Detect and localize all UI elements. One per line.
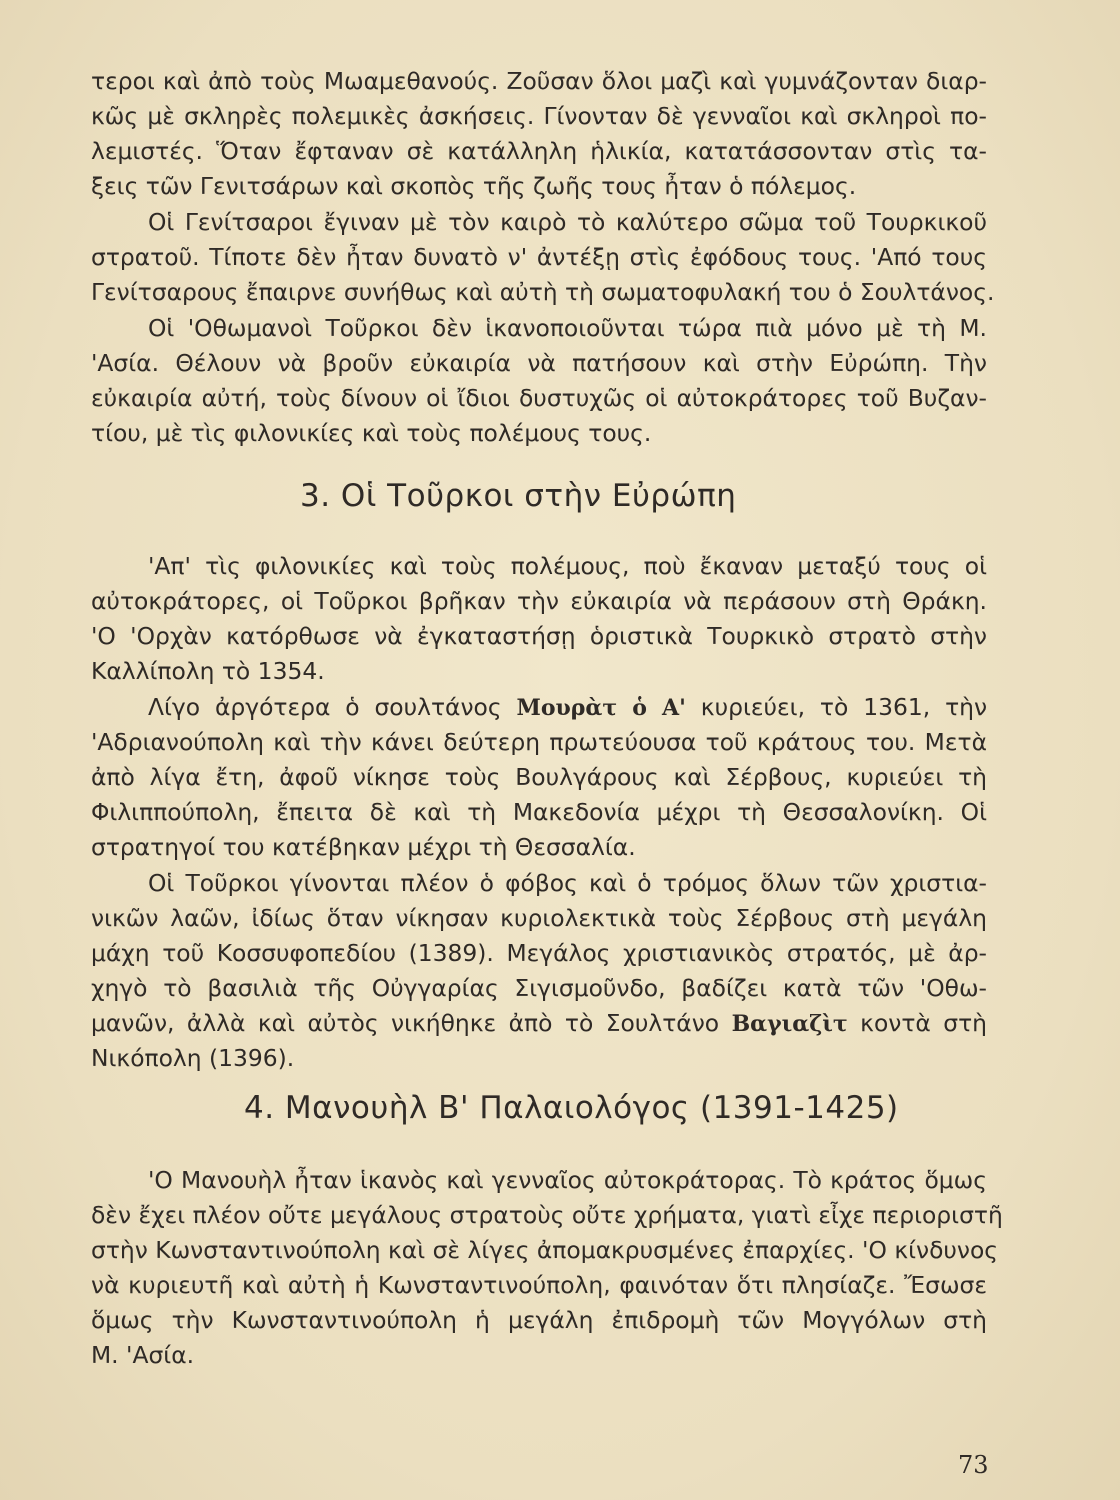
text-line: δὲν ἔχει πλέον οὔτε μεγάλους στρατοὺς οὔτε χρήματα, γιατὶ εἶχε περιοριστῆ <box>91 1201 1003 1229</box>
page-number: 73 <box>958 1451 989 1479</box>
text-line: ξεις τῶν Γενιτσάρων καὶ σκοπὸς τῆς ζωῆς τους ἦταν ὁ πόλεμος. <box>91 172 857 200</box>
text-line: Οἱ Γενίτσαροι ἔγιναν μὲ τὸν καιρὸ τὸ καλύτερο σῶμα τοῦ Τουρκικοῦ <box>148 208 987 236</box>
text-line: μάχη τοῦ Κοσσυφοπεδίου (1389). Μεγάλος χριστιανικὸς στρατός, μὲ ἀρ- <box>91 939 987 967</box>
sultan-name: Μουρὰτ ὁ Α' <box>516 695 686 721</box>
text-line: Μ. 'Ασία. <box>91 1341 195 1369</box>
text-line: 'Απ' τὶς φιλονικίες καὶ τοὺς πολέμους, ποὺ ἔκαναν μεταξύ τους οἱ <box>148 552 987 580</box>
text-line: 'Ο 'Ορχὰν κατόρθωσε νὰ ἐγκαταστήσῃ ὁριστικὰ Τουρκικὸ στρατὸ στὴν <box>91 622 987 650</box>
section-heading: 3. Οἱ Τοῦρκοι στὴν Εὐρώπη <box>300 478 737 514</box>
text-line: τεροι καὶ ἀπὸ τοὺς Μωαμεθανούς. Ζοῦσαν ὅλοι μαζὶ καὶ γυμνάζονταν διαρ- <box>91 67 987 95</box>
text-line: νικῶν λαῶν, ἰδίως ὅταν νίκησαν κυριολεκτικὰ τοὺς Σέρβους στὴ μεγάλη <box>91 904 987 932</box>
text-span: κυριεύει, τὸ 1361, τὴν <box>700 693 988 721</box>
text-span: Λίγο ἀργότερα ὁ σουλτάνος <box>148 693 502 721</box>
text-line <box>91 1008 987 1039</box>
text-line: τίου, μὲ τὶς φιλονικίες καὶ τοὺς πολέμους τους. <box>91 419 652 447</box>
text-line: Οἱ 'Οθωμανοὶ Τοῦρκοι δὲν ἱκανοποιοῦνται τώρα πιὰ μόνο μὲ τὴ Μ. <box>148 314 987 342</box>
text-line: Καλλίπολη τὸ 1354. <box>91 657 325 685</box>
text-line: Φιλιππούπολη, ἔπειτα δὲ καὶ τὴ Μακεδονία μέχρι τὴ Θεσσαλονίκη. Οἱ <box>91 798 987 826</box>
sultan-name: Βαγιαζὶτ <box>731 1011 848 1037</box>
text-line: στὴν Κωνσταντινούπολη καὶ σὲ λίγες ἀπομακρυσμένες ἐπαρχίες. 'Ο κίνδυνος <box>91 1236 999 1264</box>
text-line: στρατηγοί του κατέβηκαν μέχρι τὴ Θεσσαλία. <box>91 833 636 861</box>
text-span: κοντὰ στὴ <box>860 1009 988 1037</box>
text-line: κῶς μὲ σκληρὲς πολεμικὲς ἀσκήσεις. Γίνονταν δὲ γενναῖοι καὶ σκληροὶ πο- <box>91 102 987 130</box>
text-line <box>148 692 987 723</box>
section-heading: 4. Μανουὴλ Β' Παλαιολόγος (1391-1425) <box>244 1090 899 1126</box>
text-line: Γενίτσαρους ἔπαιρνε συνήθως καὶ αὐτὴ τὴ σωματοφυλακή του ὁ Σουλτάνος. <box>91 278 995 306</box>
text-span: μανῶν, ἀλλὰ καὶ αὐτὸς νικήθηκε ἀπὸ τὸ Σουλτάνο <box>91 1009 720 1037</box>
text-line: λεμιστές. Ὅταν ἔφταναν σὲ κατάλληλη ἡλικία, κατατάσσονταν στὶς τα- <box>91 137 987 165</box>
text-line: 'Αδριανούπολη καὶ τὴν κάνει δεύτερη πρωτεύουσα τοῦ κράτους του. Μετὰ <box>91 728 987 756</box>
text-line: Νικόπολη (1396). <box>91 1044 295 1072</box>
text-line: εὐκαιρία αὐτή, τοὺς δίνουν οἱ ἴδιοι δυστυχῶς οἱ αὐτοκράτορες τοῦ Βυζαν- <box>91 384 987 412</box>
text-line: χηγὸ τὸ βασιλιὰ τῆς Οὐγγαρίας Σιγισμοῦνδο, βαδίζει κατὰ τῶν 'Οθω- <box>91 974 987 1002</box>
text-line: ἀπὸ λίγα ἔτη, ἀφοῦ νίκησε τοὺς Βουλγάρους καὶ Σέρβους, κυριεύει τὴ <box>91 763 987 791</box>
text-line: στρατοῦ. Τίποτε δὲν ἦταν δυνατὸ ν' ἀντέξῃ στὶς ἐφόδους τους. 'Από τους <box>91 243 987 271</box>
text-line: Οἱ Τοῦρκοι γίνονται πλέον ὁ φόβος καὶ ὁ τρόμος ὅλων τῶν χριστια- <box>148 869 987 897</box>
text-line: νὰ κυριευτῆ καὶ αὐτὴ ἡ Κωνσταντινούπολη, φαινόταν ὅτι πλησίαζε. Ἔσωσε <box>91 1271 987 1299</box>
text-line: 'Ο Μανουὴλ ἦταν ἱκανὸς καὶ γενναῖος αὐτοκράτορας. Τὸ κράτος ὅμως <box>148 1166 987 1194</box>
text-line: 'Ασία. Θέλουν νὰ βροῦν εὐκαιρία νὰ πατήσουν καὶ στὴν Εὐρώπη. Τὴν <box>91 349 987 377</box>
text-line: αὐτοκράτορες, οἱ Τοῦρκοι βρῆκαν τὴν εὐκαιρία νὰ περάσουν στὴ Θράκη. <box>91 587 987 615</box>
text-line: ὅμως τὴν Κωνσταντινούπολη ἡ μεγάλη ἐπιδρομὴ τῶν Μογγόλων στὴ <box>91 1306 987 1334</box>
